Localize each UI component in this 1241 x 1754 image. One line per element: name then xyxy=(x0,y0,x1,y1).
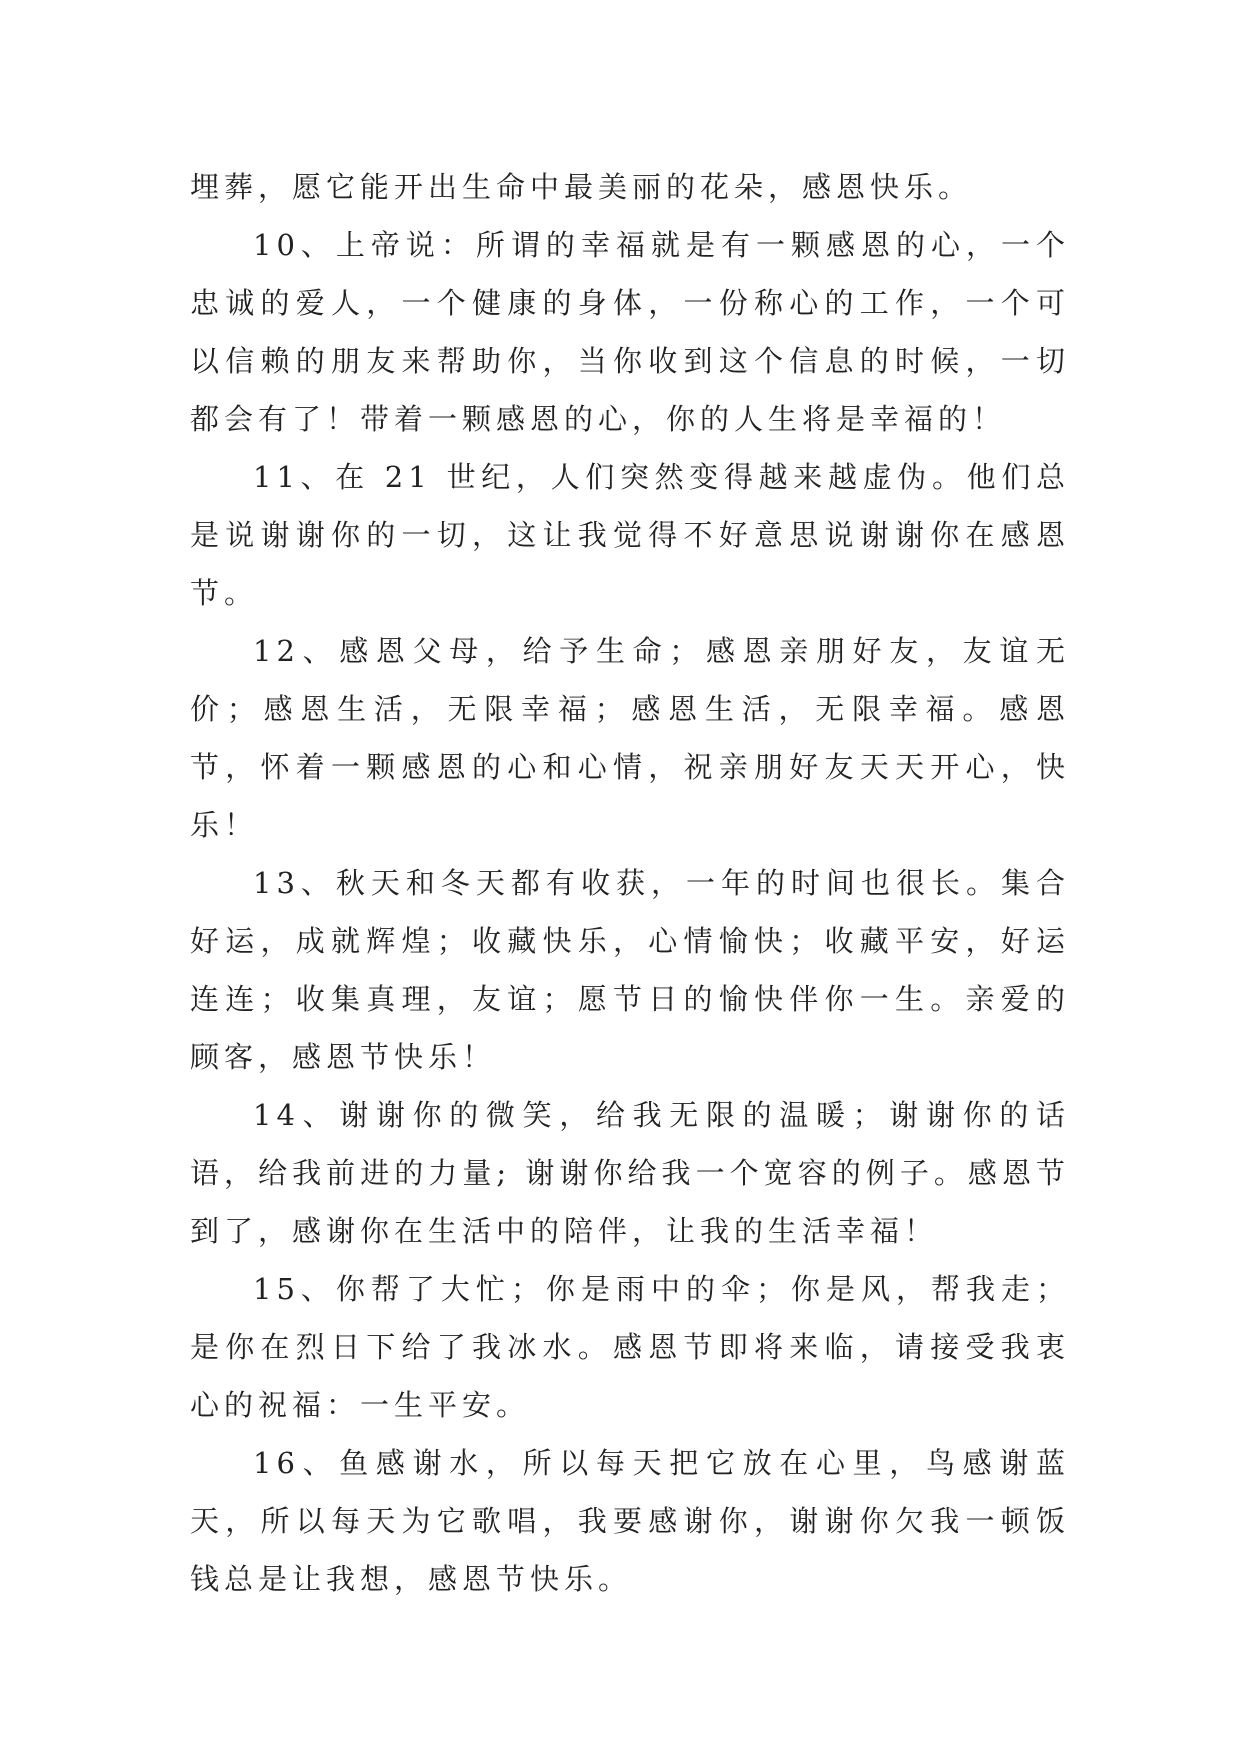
paragraph-item-14: 14、谢谢你的微笑，给我无限的温暖；谢谢你的话语，给我前进的力量; 谢谢你给我一个宽容的例子。感恩节到了，感谢你在生活中的陪伴，让我的生活幸福！ xyxy=(190,1098,1070,1248)
paragraph-item-16: 16、鱼感谢水，所以每天把它放在心里，鸟感谢蓝天，所以每天为它歌唱，我要感谢你，谢谢你欠我一顿饭钱总是让我想，感恩节快乐。 xyxy=(190,1446,1070,1596)
paragraph-item-11: 11、在 21 世纪，人们突然变得越来越虚伪。他们总是说谢谢你的一切，这让我觉得不好意思说谢谢你在感恩节。 xyxy=(190,460,1070,610)
paragraph-continuation: 埋葬，愿它能开出生命中最美丽的花朵，感恩快乐。 xyxy=(190,170,973,204)
paragraph-item-10: 10、上帝说：所谓的幸福就是有一颗感恩的心，一个忠诚的爱人，一个健康的身体，一份称心的工作，一个可以信赖的朋友来帮助你，当你收到这个信息的时候，一切都会有了！带着一颗感恩的心，你的人生将是幸福的！ xyxy=(190,228,1070,436)
paragraph-item-15: 15、你帮了大忙；你是雨中的伞；你是风，帮我走；是你在烈日下给了我冰水。感恩节即将来临，请接受我衷心的祝福：一生平安。 xyxy=(190,1272,1070,1422)
paragraph-item-13: 13、秋天和冬天都有收获，一年的时间也很长。集合好运，成就辉煌；收藏快乐，心情愉快；收藏平安，好运连连；收集真理，友谊；愿节日的愉快伴你一生。亲爱的顾客，感恩节快乐！ xyxy=(190,866,1070,1074)
document-body xyxy=(190,158,1070,1608)
paragraph-item-12: 12、感恩父母，给予生命；感恩亲朋好友，友谊无价；感恩生活，无限幸福；感恩生活，无限幸福。感恩节，怀着一颗感恩的心和心情，祝亲朋好友天天开心，快乐！ xyxy=(190,634,1070,842)
